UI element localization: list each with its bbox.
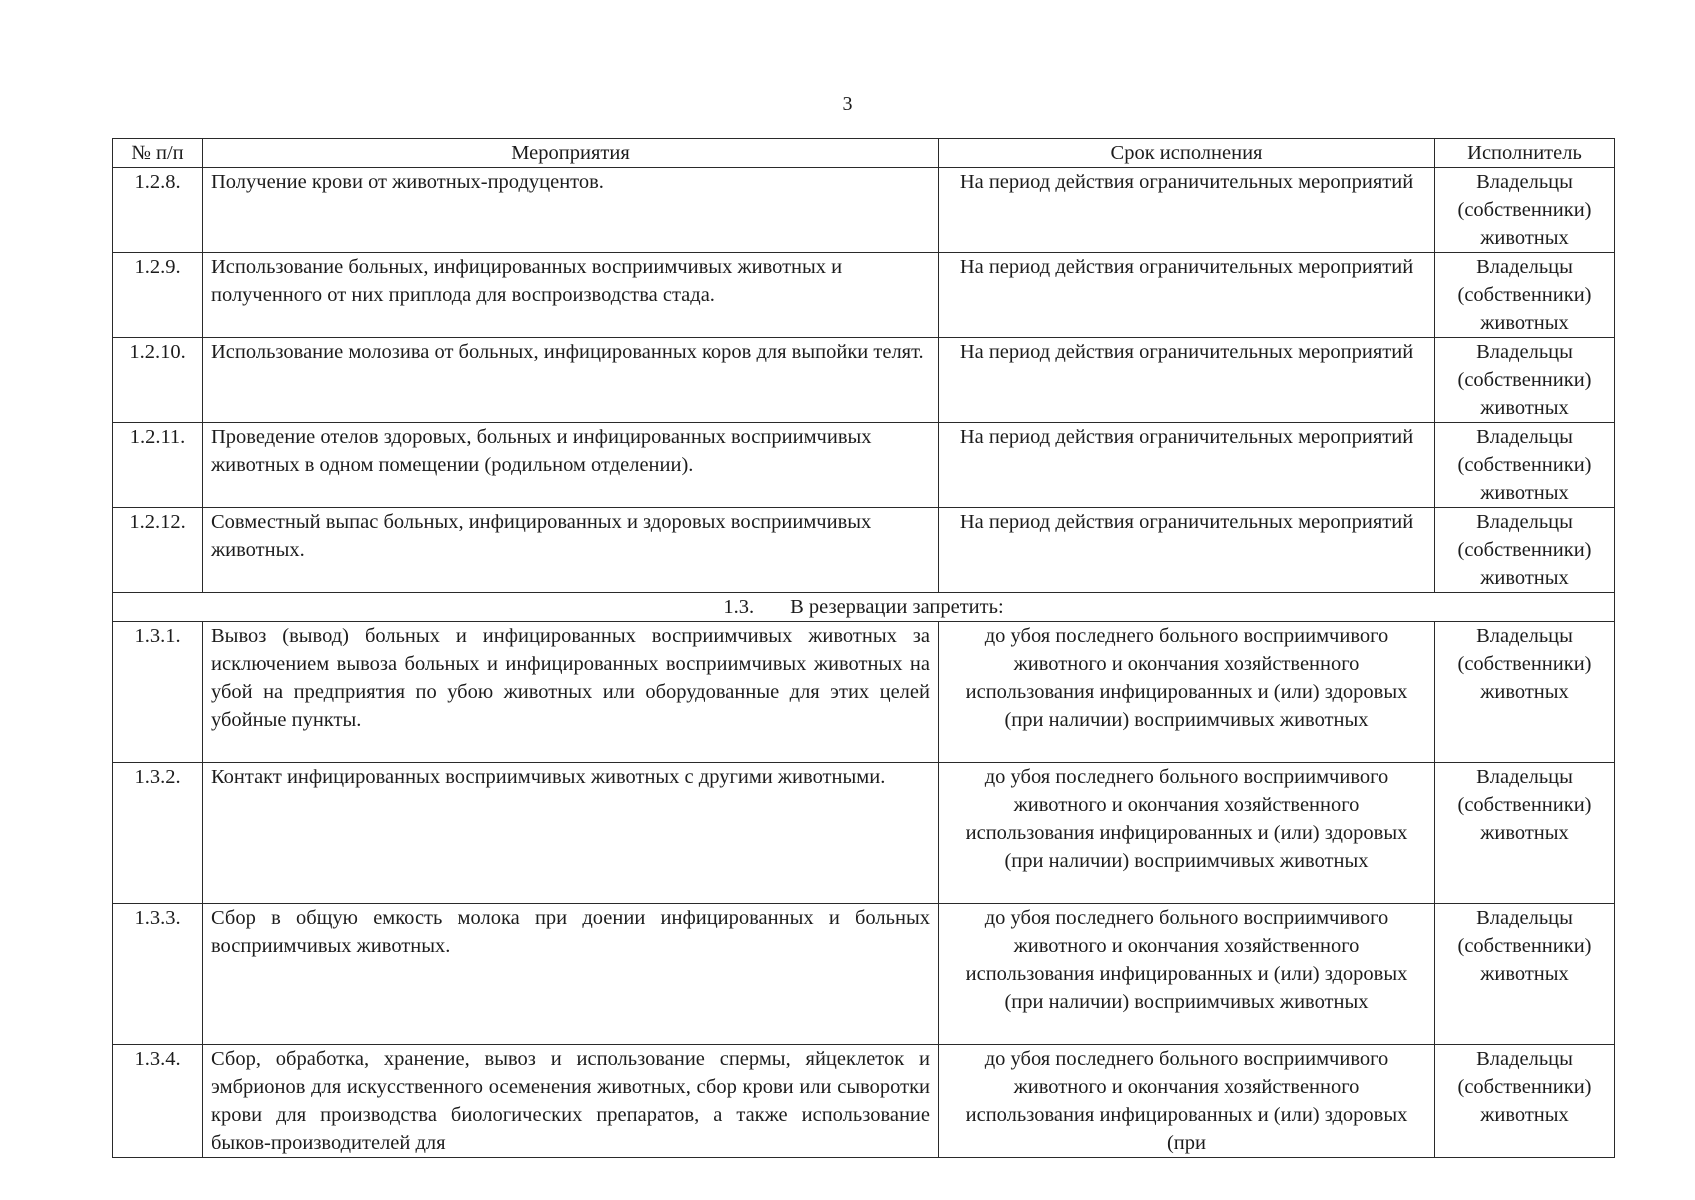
row-num: 1.2.10. bbox=[113, 338, 203, 423]
row-executor: Владельцы (собственники) животных bbox=[1435, 904, 1615, 1045]
row-term: до убоя последнего больного восприимчивого животного и окончания хозяйственного использования инфицированных и (или) здоровых (при наличии) восприимчивых животных bbox=[939, 904, 1435, 1045]
row-num: 1.3.4. bbox=[113, 1045, 203, 1158]
row-num: 1.2.8. bbox=[113, 168, 203, 253]
row-executor: Владельцы (собственники) животных bbox=[1435, 1045, 1615, 1158]
row-executor: Владельцы (собственники) животных bbox=[1435, 508, 1615, 593]
row-term: На период действия ограничительных мероприятий bbox=[939, 253, 1435, 338]
row-executor: Владельцы (собственники) животных bbox=[1435, 423, 1615, 508]
section-heading bbox=[113, 593, 1615, 622]
table-row bbox=[113, 904, 1615, 1045]
row-measure: Контакт инфицированных восприимчивых животных с другими животными. bbox=[203, 763, 939, 904]
row-term: На период действия ограничительных мероприятий bbox=[939, 423, 1435, 508]
section-title: В резервации запретить: bbox=[790, 596, 1004, 618]
row-num: 1.3.3. bbox=[113, 904, 203, 1045]
table-row bbox=[113, 423, 1615, 508]
row-executor: Владельцы (собственники) животных bbox=[1435, 253, 1615, 338]
table-row bbox=[113, 168, 1615, 253]
table-row bbox=[113, 253, 1615, 338]
row-num: 1.2.9. bbox=[113, 253, 203, 338]
row-num: 1.2.12. bbox=[113, 508, 203, 593]
row-measure: Проведение отелов здоровых, больных и инфицированных восприимчивых животных в одном помещении (родильном отделении). bbox=[203, 423, 939, 508]
header-measures: Мероприятия bbox=[203, 139, 939, 168]
row-executor: Владельцы (собственники) животных bbox=[1435, 763, 1615, 904]
row-executor: Владельцы (собственники) животных bbox=[1435, 338, 1615, 423]
row-num: 1.2.11. bbox=[113, 423, 203, 508]
row-term: до убоя последнего больного восприимчивого животного и окончания хозяйственного использования инфицированных и (или) здоровых (при наличии) восприимчивых животных bbox=[939, 763, 1435, 904]
section-number: 1.3. bbox=[723, 596, 755, 618]
row-measure: Совместный выпас больных, инфицированных и здоровых восприимчивых животных. bbox=[203, 508, 939, 593]
table-row bbox=[113, 508, 1615, 593]
measures-table bbox=[112, 138, 1615, 1158]
table-header-row bbox=[113, 139, 1615, 168]
row-measure: Использование больных, инфицированных восприимчивых животных и полученного от них приплода для воспроизводства стада. bbox=[203, 253, 939, 338]
row-measure: Сбор в общую емкость молока при доении инфицированных и больных восприимчивых животных. bbox=[203, 904, 939, 1045]
header-term: Срок исполнения bbox=[939, 139, 1435, 168]
row-term: На период действия ограничительных мероприятий bbox=[939, 338, 1435, 423]
row-measure: Использование молозива от больных, инфицированных коров для выпойки телят. bbox=[203, 338, 939, 423]
header-num: № п/п bbox=[113, 139, 203, 168]
table-row bbox=[113, 1045, 1615, 1158]
row-measure: Получение крови от животных-продуцентов. bbox=[203, 168, 939, 253]
row-num: 1.3.1. bbox=[113, 622, 203, 763]
row-executor: Владельцы (собственники) животных bbox=[1435, 168, 1615, 253]
section-heading-row bbox=[113, 593, 1615, 622]
row-num: 1.3.2. bbox=[113, 763, 203, 904]
header-executor: Исполнитель bbox=[1435, 139, 1615, 168]
row-term: до убоя последнего больного восприимчивого животного и окончания хозяйственного использования инфицированных и (или) здоровых (при наличии) восприимчивых животных bbox=[939, 622, 1435, 763]
row-term: На период действия ограничительных мероприятий bbox=[939, 168, 1435, 253]
row-measure: Вывоз (вывод) больных и инфицированных восприимчивых животных за исключением вывоза больных и инфицированных восприимчивых животных на убой на предприятия по убою животных или оборудованные для этих целей убойные пункты. bbox=[203, 622, 939, 763]
table-row bbox=[113, 338, 1615, 423]
page-number: 3 bbox=[842, 93, 853, 115]
row-measure: Сбор, обработка, хранение, вывоз и использование спермы, яйцеклеток и эмбрионов для искусственного осеменения животных, сбор крови или сыворотки крови для производства биологических препаратов, а также использование быков-производителей для bbox=[203, 1045, 939, 1158]
table-row bbox=[113, 622, 1615, 763]
row-term: На период действия ограничительных мероприятий bbox=[939, 508, 1435, 593]
row-term: до убоя последнего больного восприимчивого животного и окончания хозяйственного использования инфицированных и (или) здоровых (при bbox=[939, 1045, 1435, 1158]
row-executor: Владельцы (собственники) животных bbox=[1435, 622, 1615, 763]
table-row bbox=[113, 763, 1615, 904]
